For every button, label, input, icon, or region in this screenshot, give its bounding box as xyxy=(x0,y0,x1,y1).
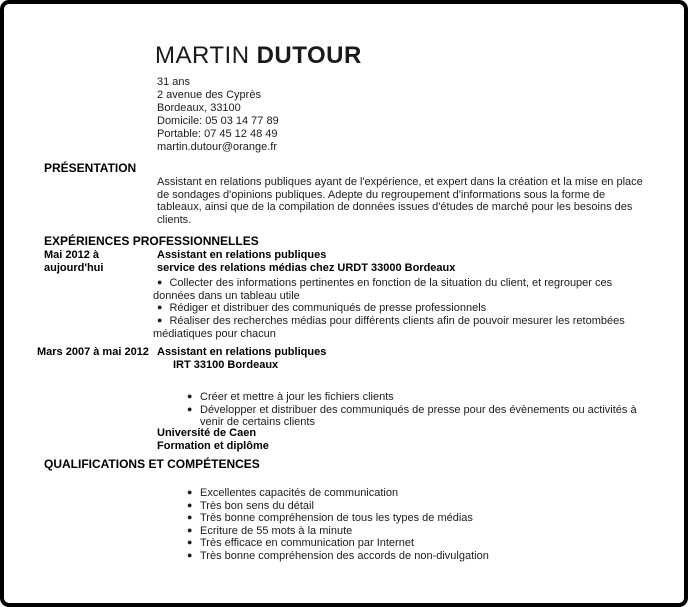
section-heading-experiences: EXPÉRIENCES PROFESSIONNELLES xyxy=(44,234,259,248)
experience-1 xyxy=(153,249,651,340)
contact-line-mobile-phone: Portable: 07 45 12 48 49 xyxy=(157,128,278,140)
education-label: Formation et diplôme xyxy=(157,439,269,452)
bullet-icon xyxy=(187,390,192,403)
experience-1-title: Assistant en relations publiques xyxy=(157,249,327,261)
bullet-icon xyxy=(153,302,169,314)
bullet-icon xyxy=(153,277,169,289)
first-name: MARTIN xyxy=(155,42,250,69)
contact-line-email: martin.dutour@orange.fr xyxy=(157,141,278,153)
experience-1-subtitle: service des relations médias chez URDT 33000 Bordeaux xyxy=(157,261,456,274)
bullet-text: Très bonne compréhension des accords de non-divulgation xyxy=(200,549,489,562)
contact-line-street: 2 avenue des Cyprès xyxy=(157,89,261,101)
section-heading-presentation: PRÉSENTATION xyxy=(44,161,137,175)
bullet-item xyxy=(153,404,651,429)
bullet-item xyxy=(153,315,651,340)
experience-2-subtitle: IRT 33100 Bordeaux xyxy=(173,358,279,371)
bullet-item xyxy=(153,277,651,302)
bullet-text: Ecriture de 55 mots à la minute xyxy=(200,524,353,537)
contact-line-city: Bordeaux, 33100 xyxy=(157,102,241,114)
bullet-icon xyxy=(187,524,192,537)
bullet-item xyxy=(153,537,653,550)
bullet-text: Très efficace en communication par Internet xyxy=(200,537,414,550)
experience-2 xyxy=(153,346,651,429)
experience-2-title: Assistant en relations publiques xyxy=(157,346,327,358)
bullet-item xyxy=(153,500,653,513)
bullet-item xyxy=(153,525,653,538)
bullet-item xyxy=(153,487,653,500)
bullet-text: Très bonne compréhension de tous les types de médias xyxy=(200,512,473,525)
bullet-icon xyxy=(153,315,169,327)
bullet-text: Rédiger et distribuer des communiqués de presse professionnels xyxy=(169,302,487,315)
bullet-icon xyxy=(187,511,192,524)
section-heading-qualifications: QUALIFICATIONS ET COMPÉTENCES xyxy=(44,457,260,471)
bullet-icon xyxy=(187,403,192,416)
last-name: DUTOUR xyxy=(256,42,362,69)
education-school: Université de Caen xyxy=(157,427,257,439)
education-block xyxy=(153,427,269,452)
bullet-text: Créer et mettre à jour les fichiers clients xyxy=(200,391,394,404)
contact-block xyxy=(157,76,279,154)
contact-line-age: 31 ans xyxy=(157,76,191,88)
bullet-icon xyxy=(187,549,192,562)
experience-1-date: Mai 2012 à aujourd'hui xyxy=(44,249,104,274)
bullet-text: Développer et distribuer des communiqués de presse pour des évènements ou activités à venir de certains clients xyxy=(200,403,637,429)
bullet-item xyxy=(153,302,651,315)
bullet-icon xyxy=(187,486,192,499)
bullet-text: Très bon sens du détail xyxy=(200,499,314,512)
experience-2-bullet-list xyxy=(153,391,651,429)
contact-line-home-phone: Domicile: 05 03 14 77 89 xyxy=(157,115,279,127)
experience-1-bullet-list xyxy=(153,277,651,340)
bullet-item xyxy=(153,512,653,525)
bullet-item xyxy=(153,391,651,404)
experience-2-date: Mars 2007 à mai 2012 xyxy=(37,346,149,358)
bullet-text: Excellentes capacités de communication xyxy=(200,487,399,499)
presentation-text: Assistant en relations publiques ayant de l'expérience, et expert dans la création et la mise en place de sondages d'opinions publiques. Adepte du regroupement d'informations sous la forme de tableaux, ainsi que de la compilation de données issues d'études de marché pour les besoins des clients. xyxy=(157,176,643,227)
bullet-item xyxy=(153,550,653,563)
bullet-text: Collecter des informations pertinentes en fonction de la situation du client, et regrouper ces données dans un tableau utile xyxy=(153,277,613,302)
name-heading xyxy=(155,42,362,70)
bullet-text: Réaliser des recherches médias pour différents clients afin de pouvoir mesurer les retombées médiatiques pour chacun xyxy=(153,314,625,340)
qualifications-bullet-list xyxy=(153,487,653,563)
bullet-icon xyxy=(187,536,192,549)
bullet-icon xyxy=(187,499,192,512)
